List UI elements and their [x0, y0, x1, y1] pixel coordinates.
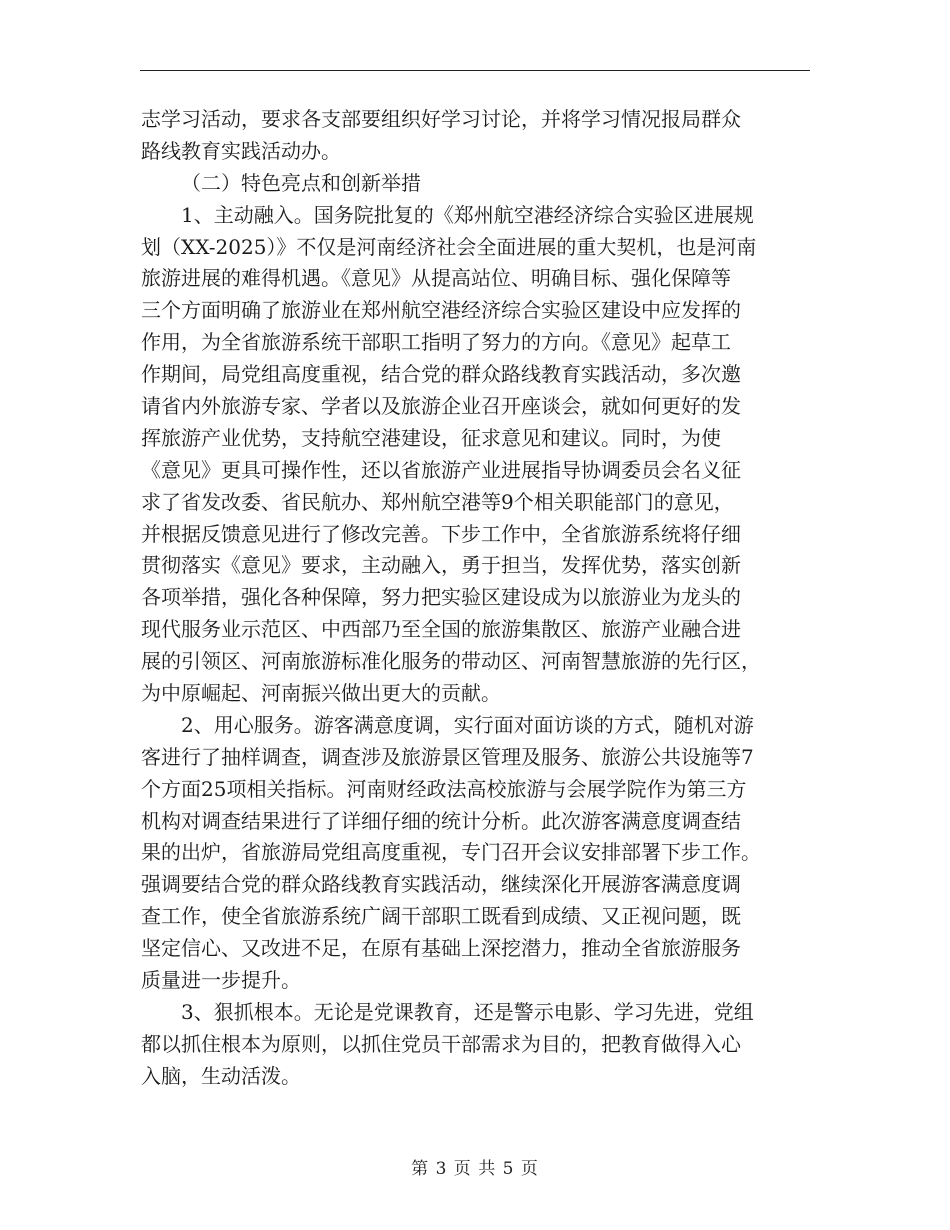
text-line: 展的引领区、河南旅游标准化服务的带动区、河南智慧旅游的先行区，: [141, 649, 761, 674]
text-line: 3、狠抓根本。无论是党课教育，还是警示电影、学习先进，党组: [181, 999, 754, 1024]
text-line: 现代服务业示范区、中西部乃至全国的旅游集散区、旅游产业融合进: [141, 617, 741, 642]
text-line: 划（XX-2025）》不仅是河南经济社会全面进展的重大契机，也是河南: [141, 234, 757, 259]
text-line: 并根据反馈意见进行了修改完善。下步工作中，全省旅游系统将仔细: [141, 521, 741, 546]
text-line: 个方面25项相关指标。河南财经政法高校旅游与会展学院作为第三方: [141, 776, 747, 801]
document-body: [141, 104, 813, 1093]
text-line: 路线教育实践活动办。: [141, 138, 341, 163]
text-line: 贯彻落实《意见》要求，主动融入，勇于担当，发挥优势，落实创新: [141, 553, 741, 578]
text-line: 查工作，使全省旅游系统广阔干部职工既看到成绩、又正视问题，既: [141, 904, 741, 929]
page-footer: 第 3 页 共 5 页: [411, 1159, 539, 1179]
text-line: 入脑，生动活泼。: [141, 1063, 301, 1088]
text-line: 作期间，局党组高度重视，结合党的群众路线教育实践活动，多次邀: [141, 362, 741, 387]
text-line: 三个方面明确了旅游业在郑州航空港经济综合实验区建设中应发挥的: [141, 298, 741, 323]
text-line: 2、用心服务。游客满意度调，实行面对面访谈的方式，随机对游: [181, 712, 754, 737]
text-line: 客进行了抽样调查，调查涉及旅游景区管理及服务、旅游公共设施等7: [141, 744, 754, 769]
text-line: 《意见》更具可操作性，还以省旅游产业进展指导协调委员会名义征: [141, 457, 741, 482]
text-line: 各项举措，强化各种保障，努力把实验区建设成为以旅游业为龙头的: [141, 585, 741, 610]
text-line: 强调要结合党的群众路线教育实践活动，继续深化开展游客满意度调: [141, 872, 741, 897]
text-line: 求了省发改委、省民航办、郑州航空港等9个相关职能部门的意见，: [141, 489, 734, 514]
text-line: 果的出炉，省旅游局党组高度重视，专门召开会议安排部署下步工作。: [141, 840, 761, 865]
text-line: 志学习活动，要求各支部要组织好学习讨论，并将学习情况报局群众: [141, 107, 741, 131]
text-line: 1、主动融入。国务院批复的《郑州航空港经济综合实验区进展规: [181, 202, 754, 227]
text-line: 质量进一步提升。: [141, 968, 301, 993]
text-line: 作用，为全省旅游系统干部职工指明了努力的方向。《意见》起草工: [141, 330, 731, 355]
text-line: 都以抓住根本为原则，以抓住党员干部需求为目的，把教育做得入心: [141, 1031, 741, 1056]
text-line: 挥旅游产业优势，支持航空港建设，征求意见和建议。同时，为使: [141, 425, 721, 450]
text-line: 坚定信心、又改进不足，在原有基础上深挖潜力，推动全省旅游服务: [141, 936, 741, 961]
text-line: 旅游进展的难得机遇。《意见》从提高站位、明确目标、强化保障等: [141, 266, 731, 291]
text-line: 请省内外旅游专家、学者以及旅游企业召开座谈会，就如何更好的发: [141, 394, 741, 419]
text-line: （二）特色亮点和创新举措: [181, 170, 421, 195]
text-line: 机构对调查结果进行了详细仔细的统计分析。此次游客满意度调查结: [141, 808, 741, 833]
text-line: 为中原崛起、河南振兴做出更大的贡献。: [141, 681, 501, 706]
header-rule: [140, 70, 810, 71]
